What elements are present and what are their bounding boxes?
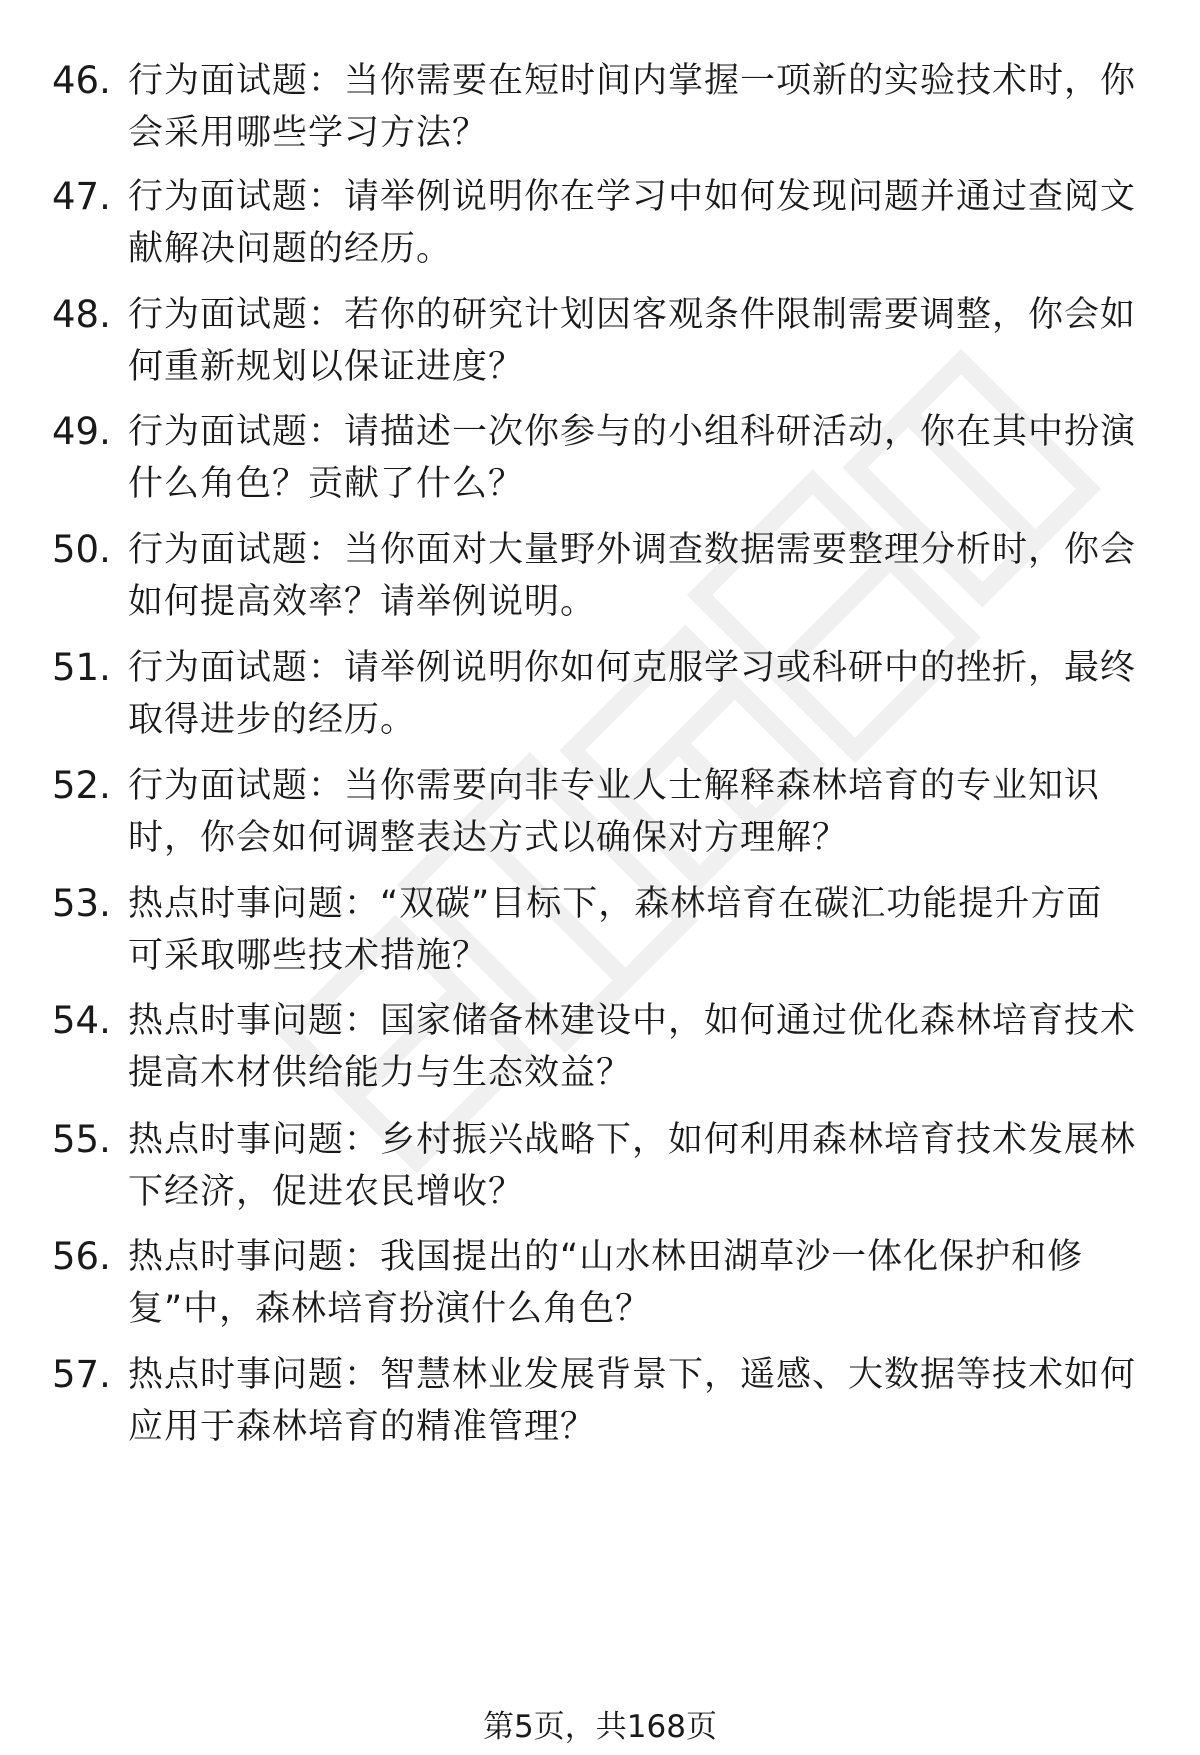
question-number: 57. — [52, 1353, 111, 1396]
question-number: 55. — [52, 1118, 111, 1161]
question-number: 47. — [52, 175, 111, 218]
question-text: 行为面试题：当你需要向非专业人士解释森林培育的专业知识 时，你会如何调整表达方式以确保对方理解？ — [128, 766, 1101, 858]
question-text: 行为面试题：若你的研究计划因客观条件限制需要调整，你会如 何重新规划以保证进度？ — [128, 295, 1137, 387]
question-item — [52, 1114, 1152, 1224]
question-number: 53. — [52, 882, 111, 925]
question-item — [52, 55, 1152, 165]
question-number: 54. — [52, 999, 111, 1042]
question-item — [52, 995, 1152, 1105]
question-item — [52, 878, 1152, 988]
question-text: 行为面试题：当你面对大量野外调查数据需要整理分析时，你会 如何提高效率？请举例说明。 — [128, 530, 1137, 622]
question-number: 52. — [52, 764, 111, 807]
question-item — [52, 760, 1152, 870]
question-item — [52, 1349, 1152, 1459]
question-item — [52, 524, 1152, 634]
page-number-footer: 第5页，共168页 — [483, 1709, 717, 1745]
question-text: 热点时事问题：我国提出的“山水林田湖草沙一体化保护和修 复”中，森林培育扮演什么角色？ — [128, 1237, 1084, 1329]
question-item — [52, 289, 1152, 399]
question-item — [52, 642, 1152, 752]
question-text: 行为面试题：请描述一次你参与的小组科研活动，你在其中扮演 什么角色？贡献了什么？ — [128, 412, 1137, 504]
question-text: 热点时事问题：国家储备林建设中，如何通过优化森林培育技术 提高木材供给能力与生态效益？ — [128, 1001, 1137, 1093]
question-text: 热点时事问题：乡村振兴战略下，如何利用森林培育技术发展林 下经济，促进农民增收？ — [128, 1120, 1137, 1212]
question-number: 56. — [52, 1235, 111, 1278]
question-number: 50. — [52, 528, 111, 571]
question-text: 行为面试题：请举例说明你如何克服学习或科研中的挫折，最终 取得进步的经历。 — [128, 648, 1137, 740]
question-text: 热点时事问题：智慧林业发展背景下，遥感、大数据等技术如何 应用于森林培育的精准管理？ — [128, 1355, 1137, 1447]
question-number: 46. — [52, 59, 111, 102]
question-text: 行为面试题：当你需要在短时间内掌握一项新的实验技术时，你 会采用哪些学习方法？ — [128, 61, 1137, 153]
question-text: 行为面试题：请举例说明你在学习中如何发现问题并通过查阅文 献解决问题的经历。 — [128, 177, 1137, 269]
question-number: 49. — [52, 410, 111, 453]
question-item — [52, 171, 1152, 281]
question-text: 热点时事问题：“双碳”目标下，森林培育在碳汇功能提升方面 可采取哪些技术措施？ — [128, 884, 1103, 976]
question-number: 51. — [52, 646, 111, 689]
question-item — [52, 406, 1152, 516]
question-item — [52, 1231, 1152, 1341]
question-number: 48. — [52, 293, 111, 336]
